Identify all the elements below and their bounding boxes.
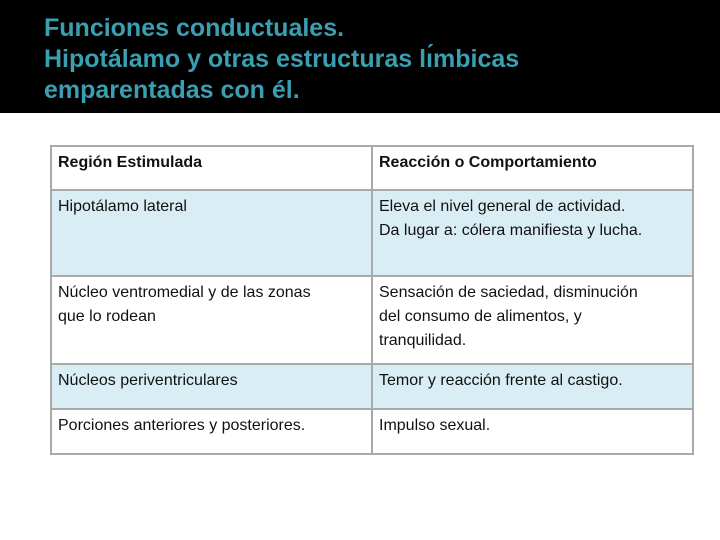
table-row — [51, 276, 693, 364]
cell-reaction-line: del consumo de alimentos, y — [379, 308, 582, 325]
cell-reaction: Temor y reacción frente al castigo. — [372, 364, 693, 409]
cell-region-line: Núcleo ventromedial y de las zonas — [58, 284, 311, 301]
table-row — [51, 190, 693, 276]
cell-reaction-line: Eleva el nivel general de actividad. — [379, 198, 626, 215]
cell-reaction-line: Sensación de saciedad, disminución — [379, 284, 638, 301]
slide-title-line-1: Funciones conductuales. — [44, 14, 345, 42]
slide-title-line-2: Hipotálamo y otras estructuras lı́mbicas — [44, 45, 520, 73]
title-bar — [0, 0, 720, 113]
header-region: Región Estimulada — [51, 146, 372, 190]
data-table — [50, 145, 694, 455]
header-reaction: Reacción o Comportamiento — [372, 146, 693, 190]
table-header-row — [51, 146, 693, 190]
table-row — [51, 364, 693, 409]
cell-region — [51, 276, 372, 364]
cell-region: Núcleos periventriculares — [51, 364, 372, 409]
cell-reaction-line: tranquilidad. — [379, 332, 467, 349]
cell-region-text: Hipotálamo lateral — [58, 198, 187, 215]
table-row — [51, 409, 693, 454]
cell-reaction: Impulso sexual. — [372, 409, 693, 454]
cell-reaction-line: Da lugar a: cólera manifiesta y lucha. — [379, 222, 643, 239]
cell-reaction — [372, 276, 693, 364]
behavior-table — [50, 145, 692, 455]
cell-region — [51, 190, 372, 276]
slide-title — [44, 13, 704, 106]
slide-title-line-3: emparentadas con él. — [44, 76, 300, 104]
cell-region-line: que lo rodean — [58, 308, 156, 325]
cell-region: Porciones anteriores y posteriores. — [51, 409, 372, 454]
cell-reaction — [372, 190, 693, 276]
